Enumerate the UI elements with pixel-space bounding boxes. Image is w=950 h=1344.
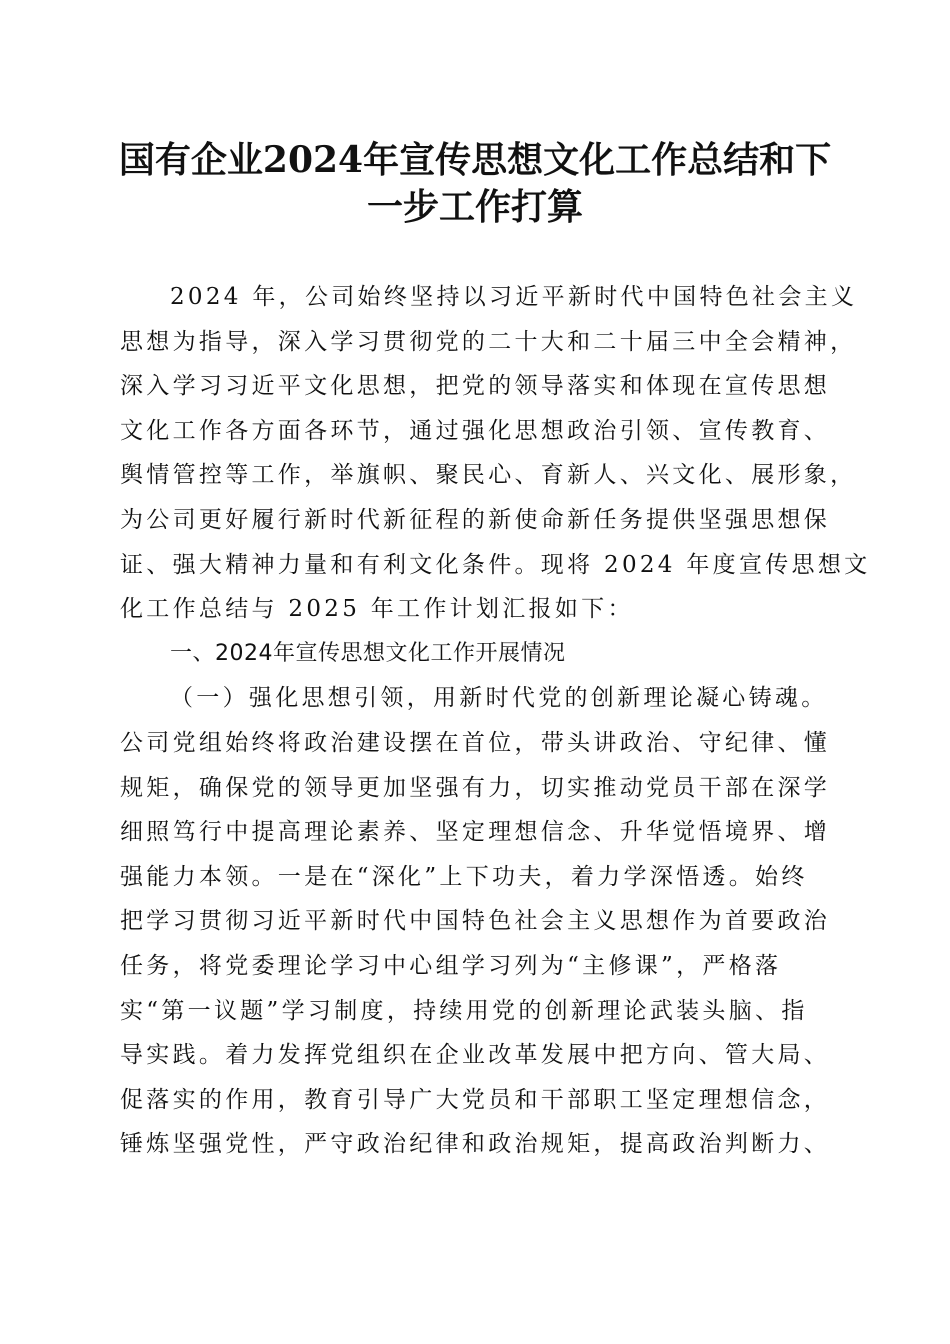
- paragraph-line: 深入学习习近平文化思想，把党的领导落实和体现在宣传思想: [120, 373, 831, 400]
- paragraph-line: 公司党组始终将政治建设摆在首位，带头讲政治、守纪律、懂: [120, 729, 831, 756]
- paragraph-line: 锤炼坚强党性，严守政治纪律和政治规矩，提高政治判断力、: [120, 1131, 831, 1158]
- paragraph-line: 化工作总结与 2025 年工作计划汇报如下：: [120, 596, 634, 623]
- paragraph-line: 思想为指导，深入学习贯彻党的二十大和二十届三中全会精神，: [120, 328, 857, 355]
- paragraph-line: 规矩，确保党的领导更加坚强有力，切实推动党员干部在深学: [120, 774, 831, 801]
- paragraph-line: 实“第一议题”学习制度，持续用党的创新理论武装头脑、指: [120, 997, 808, 1024]
- paragraph-line: 强能力本领。一是在“深化”上下功夫，着力学深悟透。始终: [120, 863, 808, 890]
- title-line: 一步工作打算: [366, 186, 583, 228]
- paragraph-line: 细照笃行中提高理论素养、坚定理想信念、升华觉悟境界、增: [120, 819, 831, 846]
- paragraph-line: 为公司更好履行新时代新征程的新使命新任务提供坚强思想保: [120, 506, 831, 533]
- paragraph-line: 舆情管控等工作，举旗帜、聚民心、育新人、兴文化、展形象，: [120, 462, 857, 489]
- paragraph-line: 文化工作各方面各环节，通过强化思想政治引领、宣传教育、: [120, 417, 831, 444]
- paragraph-line: 2024 年，公司始终坚持以习近平新时代中国特色社会主义: [170, 284, 858, 310]
- paragraph-line: 证、强大精神力量和有利文化条件。现将 2024 年度宣传思想文: [120, 551, 871, 578]
- document-title: [0, 137, 950, 231]
- section-heading: 一、2024年宣传思想文化工作开展情况: [170, 640, 566, 666]
- paragraph-line: 导实践。着力发挥党组织在企业改革发展中把方向、管大局、: [120, 1042, 831, 1069]
- paragraph-line: 促落实的作用，教育引导广大党员和干部职工坚定理想信念，: [120, 1086, 831, 1113]
- document-body: [120, 275, 871, 1167]
- paragraph-line: 把学习贯彻习近平新时代中国特色社会主义思想作为首要政治: [120, 908, 831, 935]
- paragraph-line: 任务，将党委理论学习中心组学习列为“主修课”，严格落: [120, 952, 782, 979]
- subsection-heading: （一）强化思想引领，用新时代党的创新理论凝心铸魂。: [170, 685, 828, 712]
- title-line: 国有企业2024年宣传思想文化工作总结和下: [118, 139, 832, 181]
